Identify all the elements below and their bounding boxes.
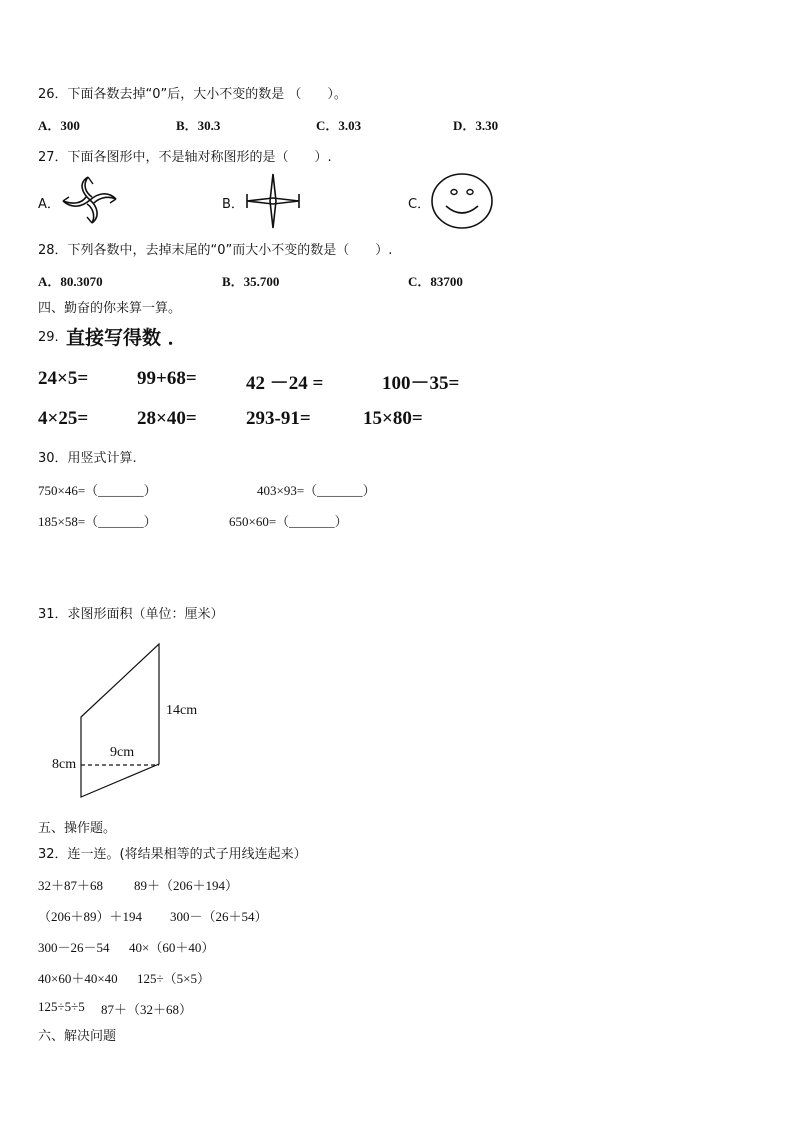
q32-right-expr: 300－（26＋54） [170, 909, 268, 924]
q29-expr: 100－35= [382, 373, 460, 394]
section-6-heading: 六、解决问题 [38, 1029, 117, 1044]
q29-expr: 293-91= [246, 408, 311, 429]
q26-stem: 26．下面各数去掉“0”后，大小不变的数是 （ ）。 [38, 87, 347, 102]
q31-stem: 31．求图形面积（单位：厘米） [38, 607, 224, 622]
smiley-face-icon [430, 172, 494, 230]
q29-expr: 28×40= [137, 408, 197, 429]
q32-right-expr: 125÷（5×5） [137, 971, 210, 986]
q32-left-expr: （206＋89）＋194 [38, 909, 143, 924]
cross-icon [245, 172, 301, 230]
pinwheel-icon [60, 175, 120, 225]
q28-option-a: A．80.3070 [38, 274, 103, 289]
q32-left-expr: 40×60＋40×40 [38, 971, 118, 986]
q26-option-b: B．30.3 [176, 118, 221, 133]
section-5-heading: 五、操作题。 [38, 821, 117, 836]
q30-problem: 650×60=（_______） [229, 514, 348, 529]
q32-stem: 32．连一连。(将结果相等的式子用线连起来） [38, 847, 307, 862]
q27-label-a: A． [38, 197, 60, 212]
label-14cm: 14cm [166, 703, 198, 718]
q29-expr: 42 －24 = [246, 373, 324, 394]
q27-label-c: C． [408, 197, 431, 212]
q30-stem: 30．用竖式计算. [38, 451, 137, 466]
q26-option-c: C．3.03 [316, 118, 362, 133]
label-9cm: 9cm [110, 745, 135, 760]
q32-left-expr: 32＋87＋68 [38, 878, 104, 893]
q32-left-expr: 300－26－54 [38, 940, 110, 955]
q28-option-c: C．83700 [408, 274, 463, 289]
trapezoid-figure [0, 630, 220, 810]
q29-expr: 4×25= [38, 408, 89, 429]
q32-right-expr: 40×（60＋40） [129, 940, 215, 955]
q28-option-b: B．35.700 [222, 274, 280, 289]
q32-right-expr: 87＋（32＋68） [101, 1002, 193, 1017]
q29-expr: 24×5= [38, 368, 89, 389]
q29-expr: 15×80= [363, 408, 423, 429]
q30-problem: 185×58=（_______） [38, 514, 157, 529]
q26-option-a: A．300 [38, 118, 80, 133]
q26-option-d: D．3.30 [453, 118, 499, 133]
label-8cm: 8cm [52, 757, 77, 772]
q27-label-b: B． [222, 197, 244, 212]
q30-problem: 403×93=（_______） [257, 483, 376, 498]
q32-left-expr: 125÷5÷5 [38, 999, 85, 1014]
section-4-heading: 四、勤奋的你来算一算。 [38, 301, 182, 316]
q29-number: 29. [38, 330, 59, 345]
q27-stem: 27．下面各图形中，不是轴对称图形的是（ ）. [38, 150, 332, 165]
q30-problem: 750×46=（_______） [38, 483, 157, 498]
q29-title: 直接写得数 ． [66, 327, 187, 349]
q28-stem: 28．下列各数中，去掉末尾的“0”而大小不变的数是（ ）. [38, 243, 393, 258]
q29-expr: 99+68= [137, 368, 197, 389]
q32-right-expr: 89＋（206＋194） [134, 878, 239, 893]
